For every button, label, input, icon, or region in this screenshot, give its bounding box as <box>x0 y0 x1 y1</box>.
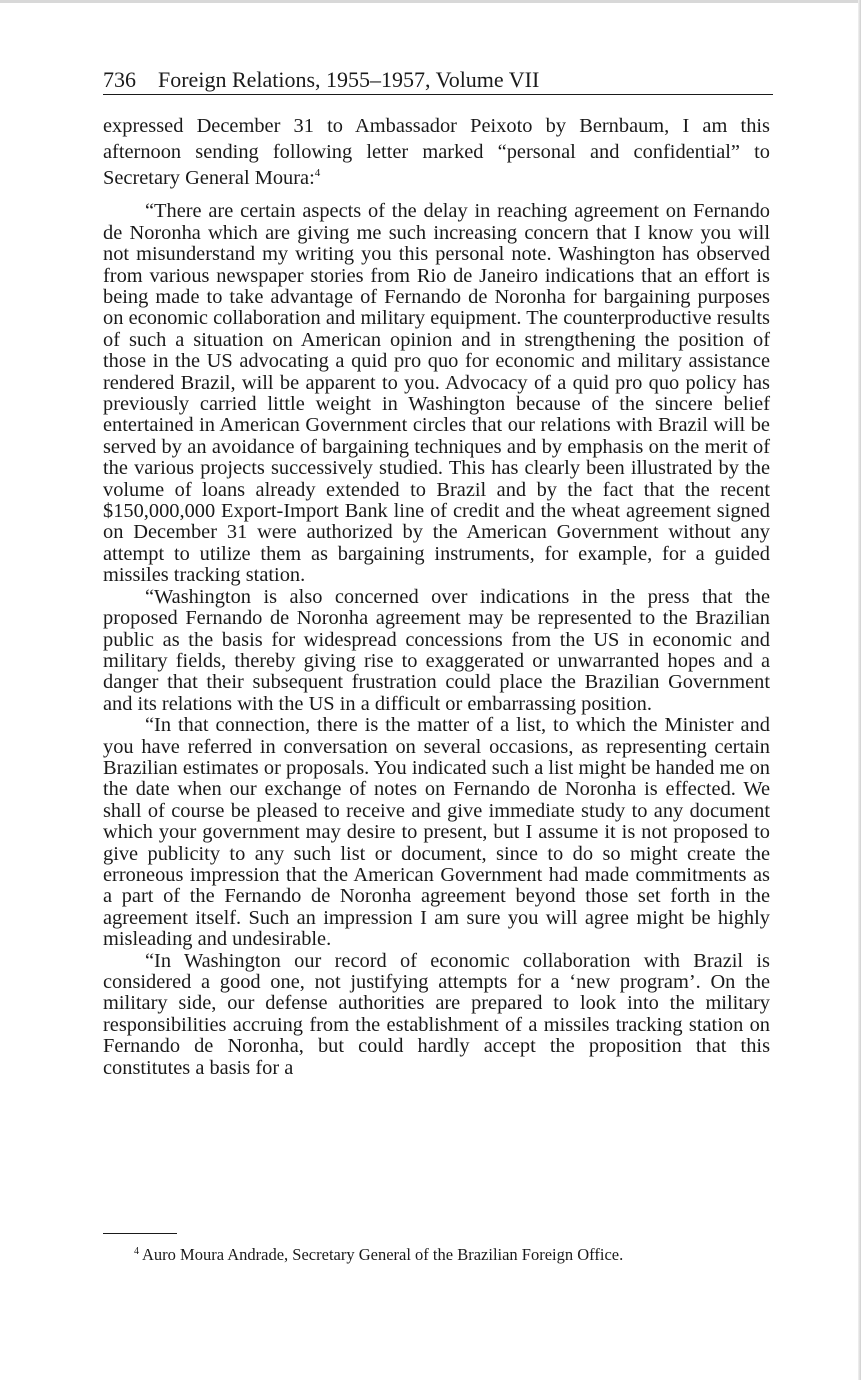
footnote-text: Auro Moura Andrade, Secretary General of the Brazilian Foreign Office. <box>142 1245 624 1264</box>
page-number: 736 <box>103 67 136 92</box>
intro-text: expressed December 31 to Ambassador Peixoto by Bernbaum, I am this afternoon sending following letter marked “personal and confidential” to Secretary General Moura: <box>103 115 770 189</box>
footnote <box>134 1244 774 1266</box>
page-top-edge <box>0 0 861 3</box>
running-head <box>103 66 773 95</box>
footnote-number: 4 <box>134 1246 139 1257</box>
letter-paragraph-2: “Washington is also concerned over indications in the press that the proposed Fernando de Noronha agreement may be represented to the Brazilian public as the basis for widespread concessions from the US in economic and military fields, thereby giving rise to exaggerated or unwarranted hopes and a danger that their subsequent frustration could place the Brazilian Government and its relations with the US in a difficult or embarrassing position. <box>103 585 770 715</box>
body-text <box>103 114 770 1079</box>
footnote-divider <box>103 1233 177 1234</box>
intro-paragraph <box>103 114 770 191</box>
running-head-title: Foreign Relations, 1955–1957, Volume VII <box>158 67 540 92</box>
letter-paragraph-3: “In that connection, there is the matter of a list, to which the Minister and you have referred in conversation on several occasions, as representing certain Brazilian estimates or proposals. You indicated such a list might be handed me on the date when our exchange of notes on Fernando de Noronha is effected. We shall of course be pleased to receive and give immediate study to any document which your government may desire to present, but I assume it is not proposed to give publicity to any such list or document, since to do so might create the erroneous impression that the American Government had made commitments as a part of the Fernando de Noronha agreement beyond those set forth in the agreement itself. Such an impression I am sure you will agree might be highly misleading and undesirable. <box>103 714 770 951</box>
footnote-ref: 4 <box>314 166 321 179</box>
letter-paragraph-4: “In Washington our record of economic collaboration with Brazil is considered a good one, not justifying attempts for a ‘new program’. On the military side, our defense authorities are prepared to look into the military responsibilities accruing from the establishment of a missiles tracking station on Fernando de Noronha, but could hardly accept the proposition that this constitutes a basis for a <box>103 949 770 1079</box>
letter-paragraph-1: “There are certain aspects of the delay in reaching agreement on Fernando de Noronha which are giving me such increasing concern that I know you will not misunderstand my writing you this personal note. Washington has observed from various newspaper stories from Rio de Janeiro indications that an effort is being made to take advantage of Fernando de Noronha for bargaining purposes on economic collaboration and military equipment. The counterproductive results of such a situation on American opinion and in strengthening the position of those in the US advocating a quid pro quo for economic and military assistance rendered Brazil, will be apparent to you. Advocacy of a quid pro quo policy has previously carried little weight in Washington because of the sincere belief entertained in American Government circles that our relations with Brazil will be served by an avoidance of bargaining techniques and by emphasis on the merit of the various projects successively studied. This has clearly been illustrated by the volume of loans already extended to Brazil and by the fact that the recent $150,000,000 Export-Import Bank line of credit and the wheat agreement signed on December 31 were authorized by the American Government without any attempt to utilize them as bargaining instruments, for example, for a guided missiles tracking station. <box>103 200 770 587</box>
